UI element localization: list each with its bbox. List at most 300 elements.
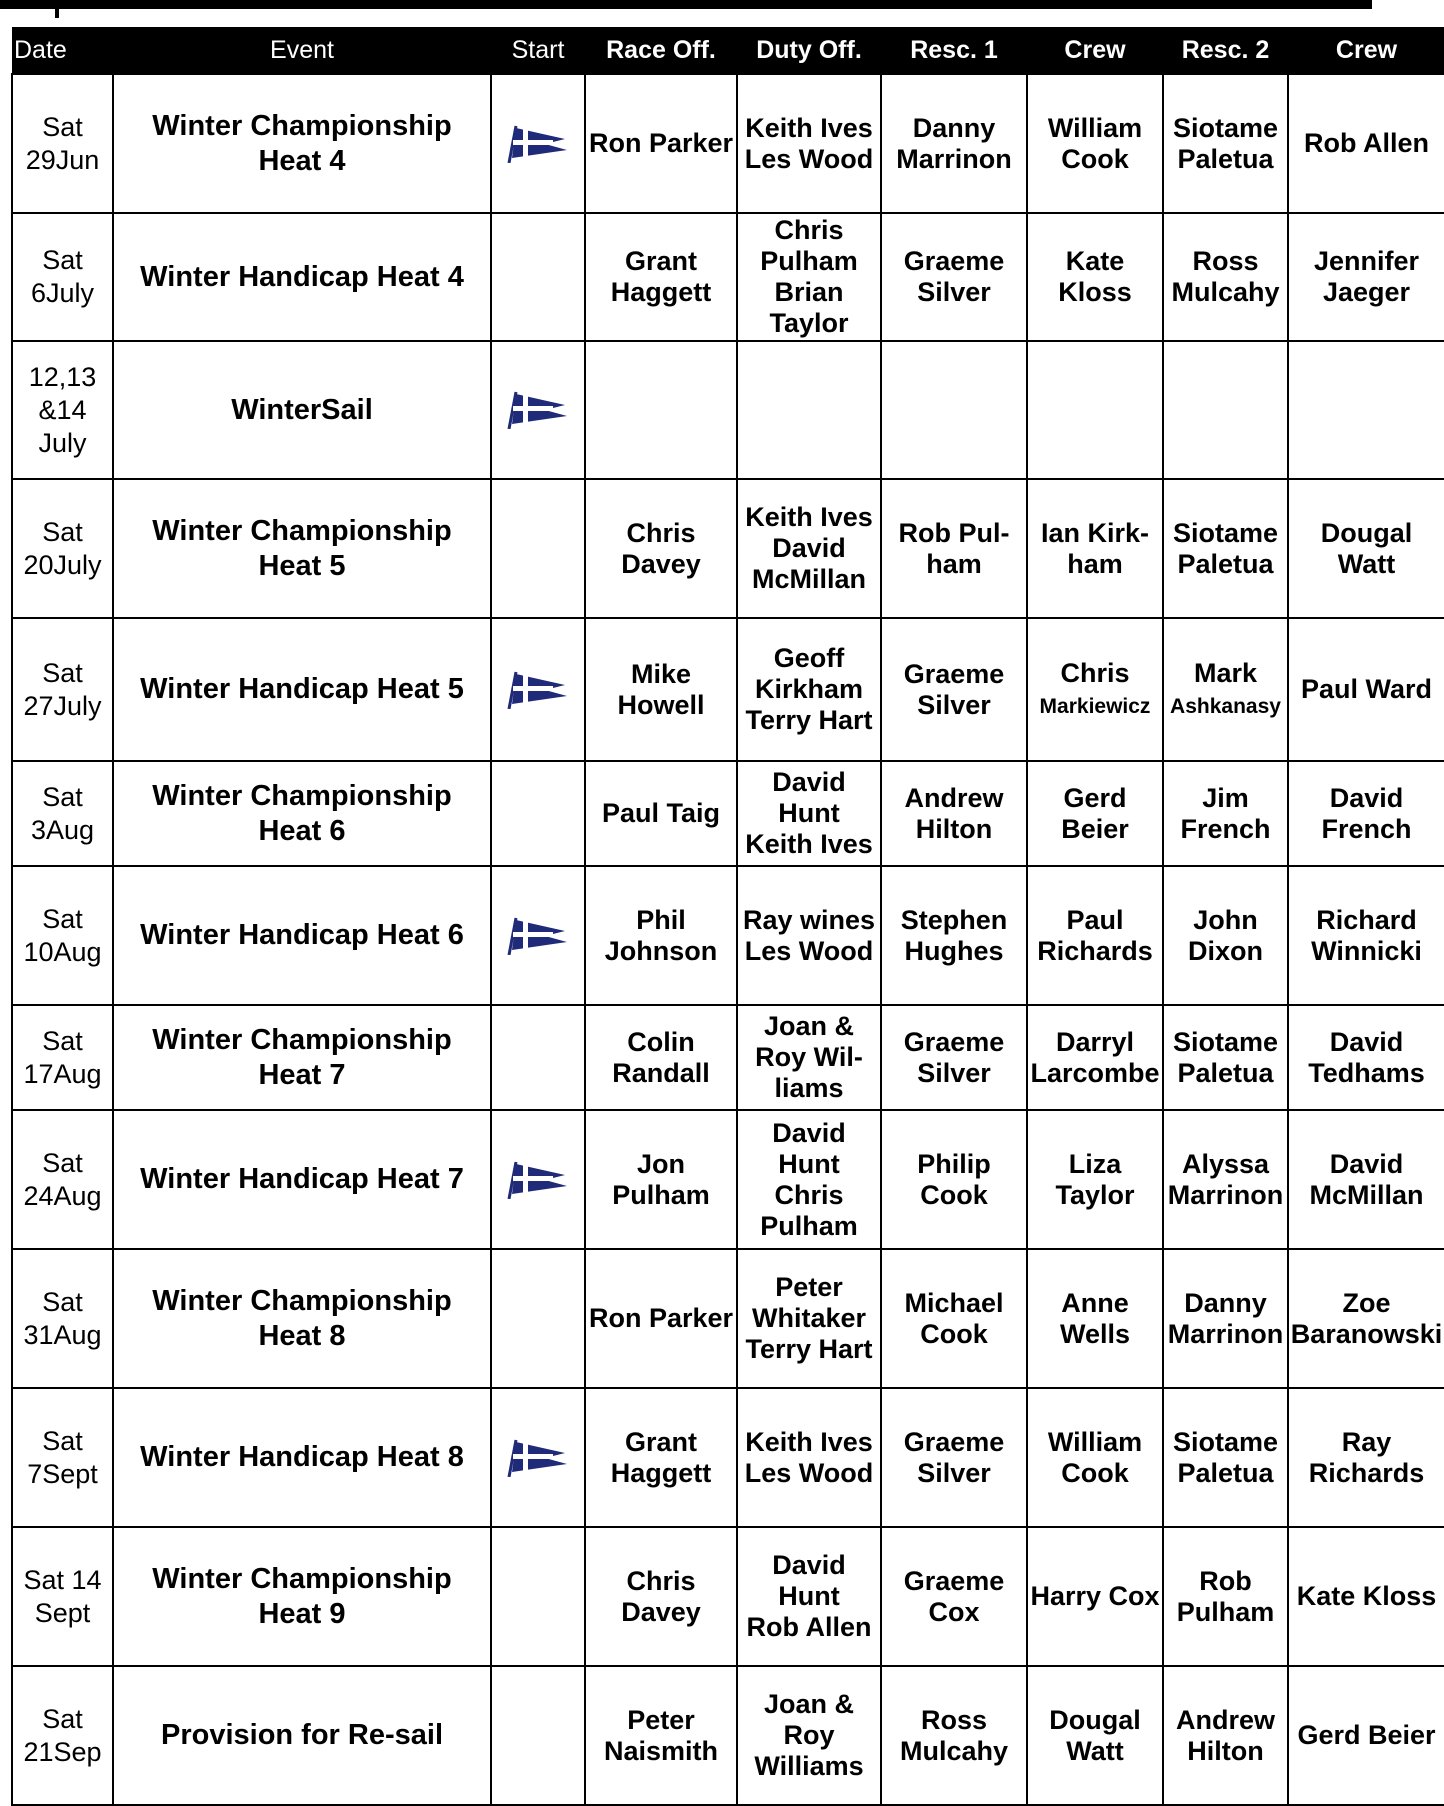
start-cell: [491, 1388, 585, 1527]
race-officer-line: Jon: [636, 1148, 685, 1179]
rescue-2-cell: [1163, 1005, 1288, 1110]
duty-officer-cell: [737, 1249, 881, 1388]
rescue-1-cell: [881, 1666, 1027, 1805]
date-line: Sat: [42, 1147, 83, 1178]
rescue-2-line: Siotame: [1172, 1026, 1279, 1057]
race-officer-cell: [585, 1388, 737, 1527]
rescue-2-cell: [1163, 866, 1288, 1005]
duty-officer-line: David: [772, 767, 846, 797]
crew-2-cell: [1288, 866, 1444, 1005]
race-officer-line: Davey: [621, 1596, 701, 1627]
date-cell: [12, 213, 113, 341]
rescue-1-line: Marrinon: [896, 143, 1012, 174]
event-line: Winter Handicap Heat 8: [140, 1441, 464, 1473]
rescue-2-line: Ross: [1192, 246, 1259, 276]
date-line: 12,13: [28, 361, 97, 392]
table-row: [12, 1005, 1444, 1110]
crew-1-cell: [1027, 1388, 1163, 1527]
crew-2-cell: [1288, 761, 1444, 866]
race-officer-line: Chris: [626, 1565, 696, 1596]
start-cell: [491, 761, 585, 866]
crew-2-cell: [1288, 1388, 1444, 1527]
rescue-2-line: Andrew: [1175, 1704, 1275, 1735]
table-row: [12, 1249, 1444, 1388]
header-date: Date: [12, 27, 113, 74]
event-line: Heat 9: [258, 1597, 346, 1630]
date-line: Sat: [42, 781, 83, 812]
rescue-1-line: Michael: [904, 1287, 1004, 1318]
duty-officer-line: Terry Hart: [745, 705, 873, 735]
event-cell: [113, 866, 491, 1005]
duty-officer-line: Pulham: [760, 246, 858, 276]
table-row: [12, 1527, 1444, 1666]
crew-1-cell: [1027, 1527, 1163, 1666]
duty-officer-cell: [737, 479, 881, 618]
duty-officer-line: Hunt: [778, 798, 840, 828]
race-officer-line: Grant: [624, 1426, 697, 1457]
rescue-2-cell: [1163, 74, 1288, 213]
duty-officer-line: Brian: [774, 277, 844, 307]
roster-body: [12, 74, 1444, 1805]
rescue-2-line: Paletua: [1177, 143, 1274, 174]
duty-officer-line: David: [772, 1550, 846, 1580]
start-cell: [491, 1110, 585, 1249]
race-officer-cell: [585, 1005, 737, 1110]
header-rescue-2: Resc. 2: [1163, 27, 1288, 74]
date-line: Sat 14: [23, 1564, 102, 1595]
event-cell: [113, 618, 491, 761]
rescue-1-cell: [881, 761, 1027, 866]
rescue-1-line: Hughes: [904, 935, 1004, 966]
rescue-2-cell: [1163, 1388, 1288, 1527]
crew-1-cell: [1027, 1249, 1163, 1388]
event-cell: [113, 1110, 491, 1249]
crew-1-line: ham: [1067, 548, 1123, 579]
start-cell: [491, 479, 585, 618]
date-line: 3Aug: [30, 814, 95, 845]
table-row: [12, 479, 1444, 618]
rescue-2-line: Marrinon: [1167, 1318, 1284, 1349]
duty-officer-line: Terry Hart: [745, 1334, 873, 1364]
duty-officer-cell: [737, 1110, 881, 1249]
rescue-2-line: Paletua: [1177, 1057, 1274, 1088]
event-line: Winter Championship: [152, 1023, 452, 1056]
header-rescue-1: Resc. 1: [881, 27, 1027, 74]
rescue-1-cell: [881, 74, 1027, 213]
duty-officer-cell: [737, 341, 881, 479]
crew-2-line: McMillan: [1309, 1179, 1424, 1210]
race-officer-cell: [585, 74, 737, 213]
rescue-2-cell: [1163, 213, 1288, 341]
race-officer-line: Naismith: [603, 1735, 719, 1766]
rescue-1-line: Mulcahy: [899, 1735, 1009, 1766]
crew-1-cell: [1027, 213, 1163, 341]
race-officer-line: Pulham: [612, 1179, 710, 1210]
crew-2-cell: [1288, 341, 1444, 479]
header-event: Event: [113, 27, 491, 74]
race-officer-cell: [585, 1666, 737, 1805]
rescue-1-line: Ross: [920, 1704, 988, 1735]
rescue-2-line: Paletua: [1177, 548, 1274, 579]
duty-officer-line: Les Wood: [744, 935, 874, 966]
rescue-2-line: Mark: [1193, 657, 1258, 688]
crew-1-line: Liza: [1068, 1148, 1122, 1179]
date-cell: [12, 479, 113, 618]
duty-officer-line: David: [772, 1117, 846, 1148]
header-crew-1: Crew: [1027, 27, 1163, 74]
duty-officer-line: Roy: [783, 1720, 835, 1750]
event-line: Heat 7: [258, 1058, 346, 1091]
duty-officer-line: Keith Ives: [745, 502, 873, 532]
crew-1-line: Kate: [1065, 246, 1125, 276]
crew-1-line: William: [1047, 112, 1143, 143]
rescue-1-line: Cook: [920, 1179, 988, 1210]
rescue-2-line: French: [1180, 813, 1271, 844]
date-line: Sat: [42, 903, 83, 934]
crew-2-line: David: [1329, 1148, 1404, 1179]
race-officer-line: Paul Taig: [601, 798, 721, 828]
crew-1-cell: [1027, 74, 1163, 213]
race-officer-line: Grant: [624, 246, 697, 276]
top-rule-tick: [55, 0, 59, 18]
race-officer-cell: [585, 761, 737, 866]
crew-1-line: Harry Cox: [1030, 1581, 1160, 1611]
date-line: Sat: [42, 1025, 83, 1056]
crew-2-line: Paul Ward: [1300, 674, 1433, 704]
start-cell: [491, 74, 585, 213]
start-cell: [491, 1005, 585, 1110]
crew-2-cell: [1288, 1005, 1444, 1110]
club-burgee-flag-icon: [507, 917, 569, 955]
rescue-2-line: Alyssa: [1181, 1148, 1270, 1179]
rescue-1-cell: [881, 479, 1027, 618]
rescue-1-cell: [881, 1110, 1027, 1249]
rescue-2-line: Danny: [1184, 1287, 1267, 1318]
rescue-1-line: Silver: [917, 1057, 991, 1088]
duty-officer-line: Hunt: [778, 1581, 840, 1611]
start-cell: [491, 1249, 585, 1388]
rescue-2-cell: [1163, 479, 1288, 618]
event-line: Heat 6: [258, 814, 346, 847]
crew-1-line: Richards: [1037, 935, 1153, 966]
duty-officer-line: Taylor: [769, 308, 849, 338]
crew-2-line: Zoe: [1342, 1287, 1391, 1318]
crew-1-line: Cook: [1061, 1457, 1129, 1488]
rescue-2-line: Jim: [1202, 782, 1249, 813]
crew-1-line: Kloss: [1058, 277, 1132, 307]
crew-2-line: Rob Allen: [1304, 128, 1429, 158]
race-officer-line: Johnson: [604, 935, 718, 966]
crew-2-line: Ray: [1341, 1426, 1392, 1457]
start-cell: [491, 618, 585, 761]
event-line: Heat 4: [258, 144, 346, 177]
event-line: Winter Handicap Heat 5: [140, 673, 464, 705]
rescue-2-cell: [1163, 618, 1288, 761]
race-officer-cell: [585, 1527, 737, 1666]
rescue-1-cell: [881, 1249, 1027, 1388]
duty-officer-line: Peter: [775, 1272, 843, 1302]
start-cell: [491, 1666, 585, 1805]
date-line: 10Aug: [23, 936, 102, 967]
club-burgee-flag-icon: [507, 671, 569, 709]
crew-2-line: Richard: [1316, 904, 1417, 935]
race-officer-cell: [585, 341, 737, 479]
duty-officer-line: Roy Wil-: [755, 1042, 863, 1072]
race-officer-line: Phil: [636, 904, 686, 935]
club-burgee-flag-icon: [507, 125, 569, 163]
crew-1-line: Cook: [1061, 143, 1129, 174]
rescue-2-cell: [1163, 1249, 1288, 1388]
rescue-1-line: Graeme: [903, 1026, 1005, 1057]
duty-officer-line: McMillan: [751, 564, 866, 594]
crew-2-line: Kate Kloss: [1296, 1581, 1437, 1611]
race-officer-line: Howell: [617, 689, 705, 720]
duty-officer-line: liams: [774, 1073, 844, 1103]
header-crew-2: Crew: [1288, 27, 1444, 74]
table-row: [12, 1110, 1444, 1249]
event-cell: [113, 213, 491, 341]
rescue-1-line: Cox: [928, 1596, 980, 1627]
date-cell: [12, 1527, 113, 1666]
crew-1-cell: [1027, 341, 1163, 479]
date-line: Sat: [42, 516, 83, 547]
crew-1-line: Gerd: [1063, 782, 1127, 813]
rescue-1-line: Stephen: [900, 904, 1008, 935]
duty-officer-line: Les Wood: [744, 1457, 874, 1488]
duty-roster-table: [11, 27, 1444, 1806]
date-line: 27July: [23, 690, 102, 721]
crew-1-cell: [1027, 1110, 1163, 1249]
race-officer-line: Chris: [626, 517, 696, 548]
table-row: [12, 761, 1444, 866]
crew-1-line: Taylor: [1055, 1179, 1135, 1210]
crew-1-line: Anne: [1061, 1287, 1129, 1318]
table-row: [12, 74, 1444, 213]
race-officer-cell: [585, 213, 737, 341]
race-officer-line: Ron Parker: [588, 128, 734, 158]
duty-officer-cell: [737, 618, 881, 761]
crew-2-line: Richards: [1308, 1457, 1425, 1488]
race-officer-line: Haggett: [610, 1457, 712, 1488]
rescue-2-cell: [1163, 1110, 1288, 1249]
crew-1-line: Dougal: [1049, 1704, 1141, 1735]
date-line: Sept: [34, 1597, 91, 1628]
rescue-1-line: Andrew: [904, 782, 1004, 813]
date-line: 7Sept: [27, 1458, 98, 1489]
event-cell: [113, 341, 491, 479]
date-cell: [12, 341, 113, 479]
rescue-1-line: Danny: [912, 112, 996, 143]
date-cell: [12, 761, 113, 866]
rescue-2-cell: [1163, 761, 1288, 866]
event-cell: [113, 1005, 491, 1110]
crew-2-line: David: [1329, 1026, 1404, 1057]
rescue-1-line: Hilton: [915, 813, 993, 844]
duty-officer-cell: [737, 1005, 881, 1110]
duty-officer-line: David: [772, 533, 846, 563]
header-race-officer: Race Off.: [585, 27, 737, 74]
duty-officer-line: Ray wines: [742, 904, 876, 935]
duty-officer-cell: [737, 74, 881, 213]
rescue-2-line: Pulham: [1176, 1596, 1275, 1627]
club-burgee-flag-icon: [507, 391, 569, 429]
crew-1-cell: [1027, 618, 1163, 761]
date-line: 29Jun: [25, 144, 100, 175]
rescue-1-cell: [881, 1527, 1027, 1666]
date-cell: [12, 1666, 113, 1805]
race-officer-line: Ron Parker: [588, 1303, 734, 1333]
rescue-2-line: Hilton: [1187, 1735, 1264, 1766]
race-officer-line: Mike: [630, 658, 692, 689]
table-row: [12, 1666, 1444, 1805]
duty-officer-cell: [737, 1527, 881, 1666]
rescue-1-line: Silver: [917, 1457, 991, 1488]
race-officer-line: Peter: [627, 1704, 695, 1735]
crew-2-line: Watt: [1337, 548, 1396, 579]
crew-1-line: Markiewicz: [1039, 694, 1151, 718]
crew-1-line: Larcombe: [1030, 1057, 1160, 1088]
crew-2-cell: [1288, 1527, 1444, 1666]
rescue-1-line: ham: [926, 548, 982, 579]
race-officer-line: Randall: [612, 1057, 710, 1088]
event-line: Provision for Re-sail: [160, 1719, 443, 1751]
rescue-1-line: Graeme: [903, 1565, 1005, 1596]
date-line: Sat: [42, 1703, 83, 1734]
header-start: Start: [491, 27, 585, 74]
event-line: Winter Championship: [152, 1284, 452, 1317]
crew-2-line: Tedhams: [1308, 1057, 1425, 1088]
duty-officer-line: Joan &: [763, 1689, 855, 1719]
event-line: Heat 5: [258, 549, 346, 582]
crew-2-line: French: [1321, 813, 1412, 844]
duty-officer-line: Joan &: [763, 1011, 855, 1041]
event-line: Winter Championship: [152, 514, 452, 547]
race-officer-cell: [585, 479, 737, 618]
crew-2-cell: [1288, 1110, 1444, 1249]
date-line: 21Sep: [23, 1736, 102, 1767]
start-cell: [491, 1527, 585, 1666]
date-cell: [12, 1249, 113, 1388]
rescue-1-cell: [881, 341, 1027, 479]
rescue-1-line: Philip: [917, 1148, 991, 1179]
header-duty-officer: Duty Off.: [737, 27, 881, 74]
rescue-2-line: Rob: [1199, 1565, 1252, 1596]
date-line: &14: [38, 394, 87, 425]
start-cell: [491, 213, 585, 341]
crew-2-cell: [1288, 213, 1444, 341]
duty-officer-line: Geoff: [773, 643, 845, 673]
rescue-2-line: Paletua: [1177, 1457, 1274, 1488]
race-officer-line: Davey: [621, 548, 701, 579]
rescue-1-line: Graeme: [903, 658, 1005, 689]
duty-officer-line: Kirkham: [754, 674, 864, 704]
event-line: Heat 8: [258, 1319, 346, 1352]
rescue-1-line: Rob Pul-: [898, 517, 1010, 548]
crew-1-line: Ian Kirk-: [1040, 517, 1150, 548]
race-officer-line: Colin: [627, 1026, 695, 1057]
duty-officer-line: Chris: [774, 215, 844, 245]
date-line: Sat: [42, 111, 83, 142]
rescue-1-line: Silver: [917, 689, 991, 720]
event-line: WinterSail: [231, 393, 373, 426]
crew-1-line: Paul: [1066, 904, 1124, 935]
date-cell: [12, 618, 113, 761]
date-line: 6July: [30, 278, 95, 308]
duty-officer-cell: [737, 1388, 881, 1527]
crew-1-cell: [1027, 1666, 1163, 1805]
date-line: Sat: [42, 1425, 83, 1456]
rescue-2-line: Siotame: [1172, 112, 1279, 143]
duty-officer-line: Keith Ives: [745, 112, 873, 143]
crew-2-line: Dougal: [1320, 517, 1413, 548]
crew-2-line: Baranowski: [1290, 1318, 1443, 1349]
rescue-2-line: Dixon: [1187, 935, 1263, 966]
event-cell: [113, 761, 491, 866]
date-cell: [12, 74, 113, 213]
start-cell: [491, 866, 585, 1005]
crew-2-line: Gerd Beier: [1297, 1720, 1436, 1750]
event-cell: [113, 74, 491, 213]
rescue-2-line: John: [1193, 904, 1258, 935]
duty-officer-cell: [737, 213, 881, 341]
crew-2-cell: [1288, 74, 1444, 213]
duty-officer-line: Keith Ives: [745, 829, 873, 859]
rescue-1-cell: [881, 1005, 1027, 1110]
date-line: July: [38, 427, 87, 458]
table-row: [12, 618, 1444, 761]
rescue-2-line: Mulcahy: [1171, 277, 1280, 307]
race-officer-line: Haggett: [610, 277, 712, 307]
event-cell: [113, 1388, 491, 1527]
top-rule: [0, 0, 1372, 9]
crew-2-line: Jaeger: [1322, 277, 1411, 307]
rescue-1-line: Cook: [920, 1318, 988, 1349]
crew-1-line: William: [1047, 1426, 1143, 1457]
crew-2-cell: [1288, 618, 1444, 761]
crew-2-line: Winnicki: [1311, 935, 1422, 966]
date-line: 17Aug: [23, 1058, 102, 1089]
event-cell: [113, 479, 491, 618]
rescue-1-cell: [881, 618, 1027, 761]
rescue-1-line: Graeme: [903, 1426, 1005, 1457]
crew-1-cell: [1027, 866, 1163, 1005]
crew-2-cell: [1288, 1249, 1444, 1388]
rescue-1-cell: [881, 213, 1027, 341]
event-line: Winter Handicap Heat 6: [140, 919, 464, 951]
event-cell: [113, 1666, 491, 1805]
crew-2-line: David: [1329, 782, 1404, 813]
duty-officer-line: Williams: [754, 1751, 864, 1781]
rescue-2-line: Siotame: [1172, 517, 1279, 548]
duty-officer-line: Pulham: [760, 1210, 858, 1241]
duty-officer-cell: [737, 761, 881, 866]
crew-2-cell: [1288, 479, 1444, 618]
event-cell: [113, 1249, 491, 1388]
date-line: Sat: [42, 1286, 83, 1317]
duty-officer-line: Les Wood: [744, 143, 874, 174]
date-cell: [12, 1005, 113, 1110]
crew-2-cell: [1288, 1666, 1444, 1805]
event-line: Winter Championship: [152, 779, 452, 812]
date-line: 31Aug: [23, 1319, 102, 1350]
date-line: 20July: [23, 549, 102, 580]
duty-officer-line: Chris: [774, 1179, 844, 1210]
event-line: Winter Handicap Heat 4: [140, 260, 464, 293]
club-burgee-flag-icon: [507, 1161, 569, 1199]
rescue-1-line: Silver: [917, 277, 991, 307]
date-cell: [12, 1110, 113, 1249]
race-officer-cell: [585, 1110, 737, 1249]
